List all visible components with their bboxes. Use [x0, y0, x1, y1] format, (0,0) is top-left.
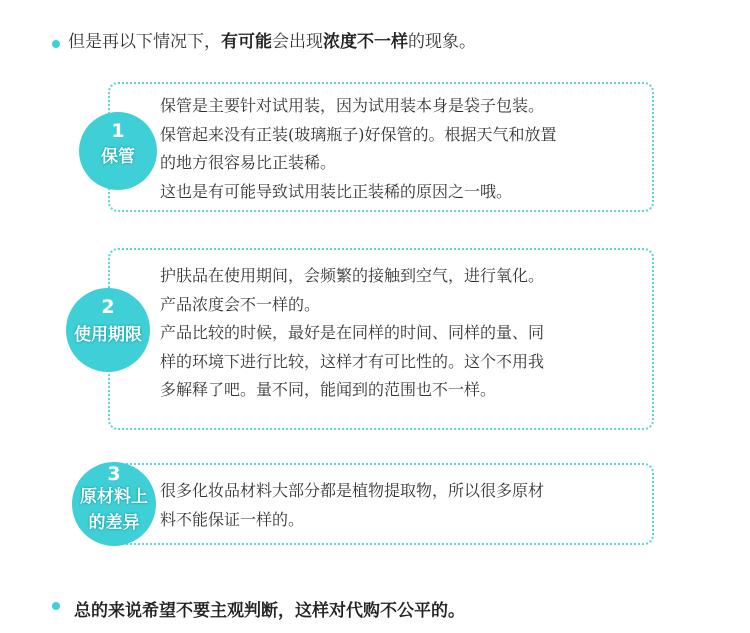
intro-part2: 会出现 [272, 32, 323, 52]
intro-part3: 的现象。 [408, 32, 476, 52]
card-raw-material [108, 463, 654, 545]
intro-highlight: 有可能 [221, 32, 272, 52]
badge-label: 原材料上 [80, 487, 148, 507]
card-line: 产品浓度会不一样的。 [160, 294, 321, 314]
badge-storage [79, 112, 157, 190]
badge-number: 1 [111, 120, 125, 142]
card-line: 护肤品在使用期间，会频繁的接触到空气，进行氧化。 [160, 266, 545, 285]
card-storage-text [160, 92, 642, 206]
intro-highlight2: 浓度不一样 [323, 32, 408, 52]
badge-label: 使用期限 [74, 325, 142, 345]
badge-raw-material [72, 462, 156, 546]
outro-text: 总的来说希望不要主观判断，这样对代购不公平的。 [74, 601, 465, 621]
card-line: 料不能保证一样的。 [160, 509, 305, 529]
card-line: 很多化妆品材料大部分都是植物提取物，所以很多原材 [160, 481, 545, 500]
card-raw-material-text [160, 477, 642, 534]
badge-number: 3 [107, 463, 121, 485]
outro-bullet [52, 602, 60, 610]
badge-number: 2 [101, 296, 115, 318]
intro-text [68, 30, 476, 54]
card-storage [108, 82, 654, 212]
card-usage-period-text [160, 262, 642, 405]
intro-bullet [52, 40, 60, 48]
card-line: 保管起来没有正装(玻璃瓶子)好保管的。根据天气和放置 [160, 124, 557, 144]
card-line: 产品比较的时候，最好是在同样的时间、同样的量、同 [160, 323, 545, 342]
card-line: 的地方很容易比正装稀。 [160, 153, 337, 172]
card-usage-period [108, 248, 654, 430]
card-line: 这也是有可能导致试用装比正装稀的原因之一哦。 [160, 181, 513, 201]
badge-usage-period [66, 288, 150, 372]
intro-part1: 但是再以下情况下， [68, 32, 221, 52]
card-line: 保管是主要针对试用装，因为试用装本身是袋子包装。 [160, 96, 545, 115]
badge-label: 的差异 [88, 513, 140, 533]
card-line: 多解释了吧。量不同，能闻到的范围也不一样。 [160, 380, 497, 399]
card-line: 样的环境下进行比较，这样才有可比性的。这个不用我 [160, 351, 545, 371]
badge-label: 保管 [101, 147, 135, 167]
